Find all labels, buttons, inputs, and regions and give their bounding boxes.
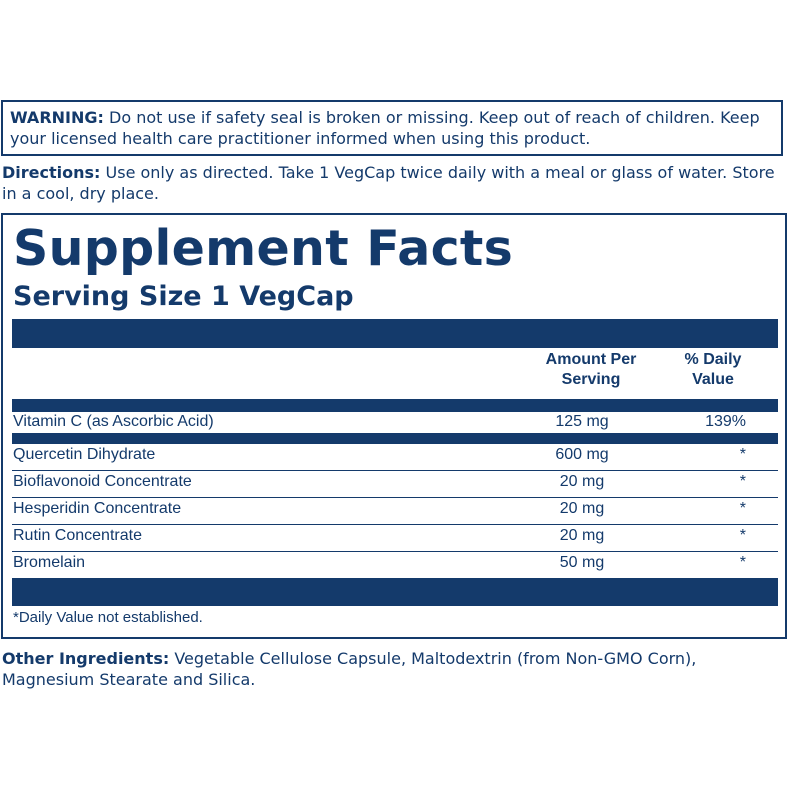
amount-per-serving-header: [491, 350, 691, 390]
nutrient-name: Hesperidin Concentrate: [13, 500, 182, 517]
nutrient-dv: *: [739, 554, 746, 571]
directions-label: Directions:: [2, 163, 101, 182]
amount-header-line1: Amount Per: [545, 351, 637, 368]
nutrient-name: Bioflavonoid Concentrate: [13, 473, 192, 490]
amount-header-line2: Serving: [561, 371, 621, 388]
nutrient-name: Vitamin C (as Ascorbic Acid): [13, 413, 214, 430]
directions: [2, 162, 784, 204]
table-row: [12, 412, 778, 433]
facts-title: Supplement Facts: [13, 220, 514, 277]
nutrient-name: Rutin Concentrate: [13, 527, 142, 544]
nutrient-dv: *: [739, 473, 746, 490]
daily-value-header: [663, 350, 763, 390]
nutrient-amount: 600 mg: [555, 446, 609, 463]
supplement-facts-panel: [1, 213, 787, 639]
other-ingredients: [2, 648, 784, 690]
nutrient-dv: 139%: [705, 413, 746, 430]
table-row: [12, 552, 778, 578]
dv-header-line2: Value: [692, 371, 734, 388]
serving-size: Serving Size 1 VegCap: [13, 281, 354, 312]
other-ingredients-label: Other Ingredients:: [2, 649, 170, 668]
dv-header-line1: % Daily: [684, 351, 742, 368]
table-row: [12, 498, 778, 525]
nutrient-amount: 50 mg: [559, 554, 605, 571]
other-ingredients-text: Vegetable Cellulose Capsule, Maltodextrin (from Non-GMO Corn), Magnesium Stearate and Silica.: [2, 649, 697, 689]
medium-divider: [12, 399, 778, 412]
thick-divider-top: [12, 319, 778, 348]
nutrient-name: Bromelain: [13, 554, 86, 571]
footnote: *Daily Value not established.: [13, 609, 203, 626]
nutrient-dv: *: [739, 446, 746, 463]
table-row: [12, 525, 778, 552]
table-row: [12, 444, 778, 471]
nutrient-dv: *: [739, 500, 746, 517]
nutrient-name: Quercetin Dihydrate: [13, 446, 156, 463]
table-row: [12, 471, 778, 498]
warning-text: Do not use if safety seal is broken or missing. Keep out of reach of children. Keep your licensed health care practitioner informed when using this product.: [10, 108, 760, 148]
medium-divider-2: [12, 433, 778, 444]
directions-text: Use only as directed. Take 1 VegCap twice daily with a meal or glass of water. Store in a cool, dry place.: [2, 163, 775, 203]
nutrient-dv: *: [739, 527, 746, 544]
warning-label: WARNING:: [10, 108, 104, 127]
thick-divider-bottom: [12, 578, 778, 606]
warning-box: [1, 100, 783, 156]
nutrient-amount: 20 mg: [559, 500, 605, 517]
nutrient-amount: 20 mg: [559, 527, 605, 544]
nutrient-amount: 20 mg: [559, 473, 605, 490]
nutrient-amount: 125 mg: [555, 413, 609, 430]
